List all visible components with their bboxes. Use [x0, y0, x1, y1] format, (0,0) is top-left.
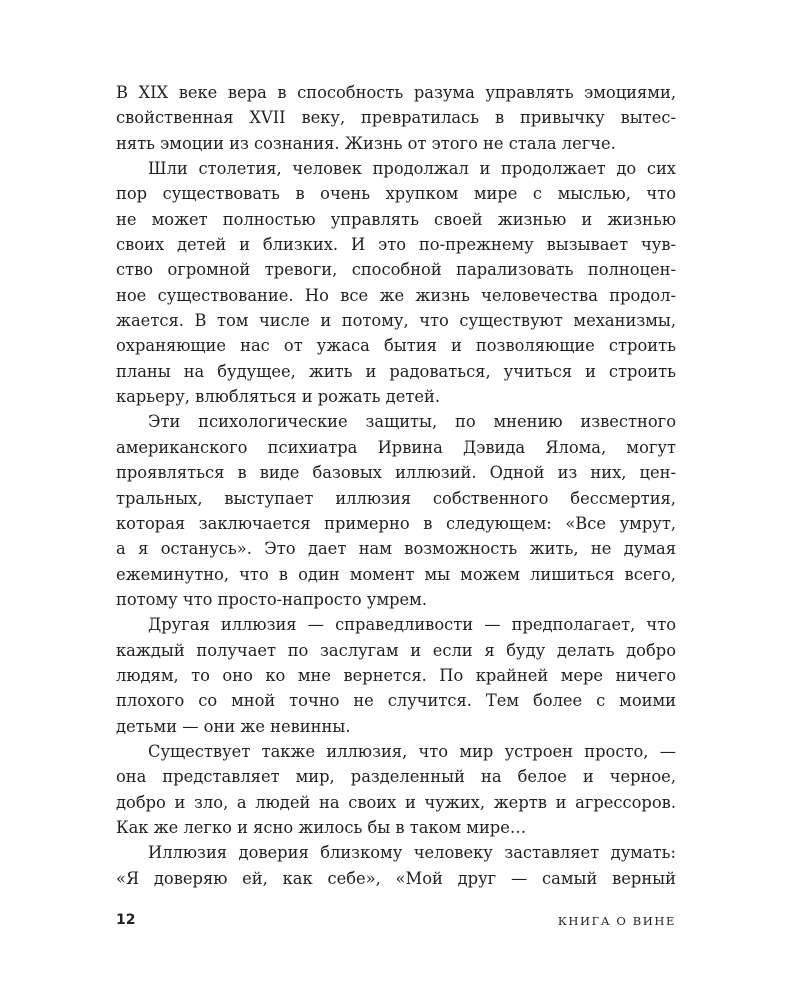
text-line: тральных, выступает иллюзия собственного бессмертия, [116, 488, 676, 508]
text-line: В XIX веке вера в способность разума управлять эмоциями, [116, 83, 676, 102]
text-line: детьми — они же невинны. [116, 716, 351, 736]
text-line: проявляться в виде базовых иллюзий. Одной из них, цен- [116, 463, 676, 483]
text-line: карьеру, влюбляться и рожать детей. [116, 387, 441, 407]
text-line: охраняющие нас от ужаса бытия и позволяющие строить [116, 336, 676, 356]
text-line: не может полностью управлять своей жизнью и жизнью [116, 209, 676, 229]
text-line: жается. В том числе и потому, что существуют механизмы, [116, 311, 676, 331]
text-line: свойственная XVII веку, превратилась в привычку вытес- [116, 108, 676, 128]
text-line: пор существовать в очень хрупком мире с мыслью, что [116, 184, 676, 204]
page-footer [116, 912, 676, 934]
text-line: Шли столетия, человек продолжал и продолжает до сих [148, 159, 676, 179]
text-line: Другая иллюзия — справедливости — предполагает, что [148, 615, 676, 635]
body-text [116, 80, 676, 891]
text-line: нять эмоции из сознания. Жизнь от этого не стала легче. [116, 133, 616, 153]
text-line: каждый получает по заслугам и если я буду делать добро [116, 640, 676, 660]
text-line: планы на будущее, жить и радоваться, учиться и строить [116, 361, 676, 381]
running-title: КНИГА О ВИНЕ [557, 914, 676, 928]
text-line: Как же легко и ясно жилось бы в таком мире… [116, 817, 527, 837]
text-line: Существует также иллюзия, что мир устроен просто, — [148, 741, 676, 761]
text-line: ежеминутно, что в один момент мы можем лишиться всего, [116, 564, 676, 584]
text-line: Иллюзия доверия близкому человеку заставляет думать: [148, 843, 676, 863]
page-number: 12 [116, 912, 136, 928]
text-line: плохого со мной точно не случится. Тем более с моими [116, 691, 676, 711]
text-line: «Я доверяю ей, как себе», «Мой друг — самый верный [116, 868, 676, 888]
text-line: Эти психологические защиты, по мнению известного [148, 412, 676, 432]
text-line: а я останусь». Это дает нам возможность жить, не думая [116, 539, 676, 559]
text-line: она представляет мир, разделенный на белое и черное, [116, 767, 676, 787]
text-line: своих детей и близких. И это по-прежнему вызывает чув- [116, 235, 676, 255]
text-line: потому что просто-напросто умрем. [116, 589, 428, 609]
text-line: людям, то оно ко мне вернется. По крайней мере ничего [116, 665, 676, 685]
text-line: добро и зло, а людей на своих и чужих, жертв и агрессоров. [116, 792, 676, 812]
text-line: американского психиатра Ирвина Дэвида Ялома, могут [116, 437, 676, 457]
text-line: ное существование. Но все же жизнь человечества продол- [116, 285, 676, 305]
text-line: ство огромной тревоги, способной парализовать полноцен- [116, 260, 676, 280]
text-line: которая заключается примерно в следующем: «Все умрут, [116, 513, 676, 533]
